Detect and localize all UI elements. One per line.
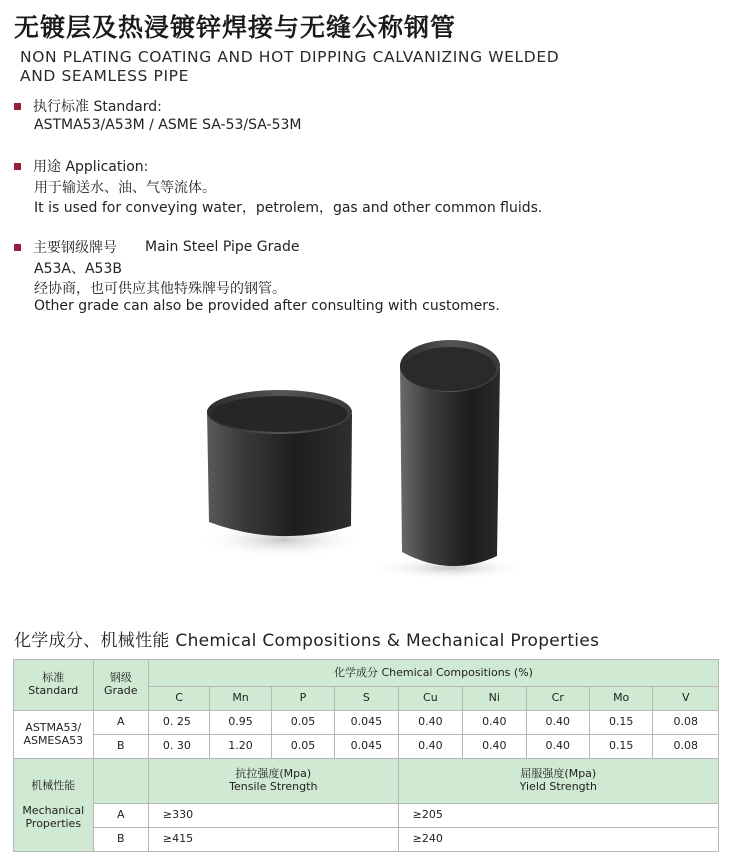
chem-header: 化学成分 Chemical Compositions (%)	[148, 660, 718, 687]
chem-value: 0.40	[398, 711, 462, 735]
element-header: C	[148, 687, 209, 711]
element-header: Mn	[210, 687, 271, 711]
application-heading-row	[14, 156, 148, 176]
mechanical-header: 机械性能 Mechanical Properties	[14, 759, 94, 852]
standard-cell: ASTMA53/ ASMESA53	[14, 711, 94, 759]
grade-heading-en: Main Steel Pipe Grade	[145, 239, 300, 255]
chem-value: 0.15	[589, 735, 652, 759]
english-title-line-2: AND SEAMLESS PIPE	[20, 67, 189, 85]
chem-value: 0.40	[526, 711, 589, 735]
chem-value: 0.40	[398, 735, 462, 759]
yield-value: ≥240	[398, 828, 718, 852]
english-title-line-1: NON PLATING COATING AND HOT DIPPING CALVANIZING WELDED	[20, 48, 560, 66]
section-title: 化学成分、机械性能 Chemical Compositions & Mechanical Properties	[14, 631, 600, 651]
tensile-header: 抗拉强度(Mpa) Tensile Strength	[148, 759, 398, 804]
spec-table	[13, 659, 719, 852]
chem-value: 0.40	[463, 711, 526, 735]
chem-value: 0.40	[526, 735, 589, 759]
grade-heading-cn: 主要钢级牌号	[33, 240, 117, 256]
grade-cell: A	[93, 711, 148, 735]
grade-cn-note: 经协商，也可供应其他特殊牌号的钢管。	[34, 281, 286, 297]
element-header: S	[335, 687, 398, 711]
grade-cell: A	[93, 804, 148, 828]
element-header: Cu	[398, 687, 462, 711]
element-header: Cr	[526, 687, 589, 711]
bullet-square-icon	[14, 244, 21, 251]
application-en: It is used for conveying water，petrolem，gas and other common fluids.	[34, 200, 543, 216]
grade-list: A53A、A53B	[34, 261, 122, 277]
chem-value: 0.05	[271, 735, 334, 759]
bullet-square-icon	[14, 163, 21, 170]
grade-header: 钢级 Grade	[93, 660, 148, 711]
element-header: Mo	[589, 687, 652, 711]
bullet-square-icon	[14, 103, 21, 110]
chem-value: 0. 25	[148, 711, 209, 735]
grade-heading-row	[14, 237, 299, 257]
grade-cell: B	[93, 735, 148, 759]
steel-pipes-image	[195, 330, 525, 580]
application-heading: 用途 Application:	[33, 159, 149, 175]
grade-en-note: Other grade can also be provided after consulting with customers.	[34, 298, 500, 314]
application-cn: 用于输送水、油、气等流体。	[34, 180, 216, 196]
standard-header: 标准 Standard	[14, 660, 94, 711]
chem-value: 0.15	[589, 711, 652, 735]
chem-value: 0.05	[271, 711, 334, 735]
chem-value: 0.045	[335, 711, 398, 735]
standard-heading-row	[14, 96, 162, 116]
mech-grade-blank	[93, 759, 148, 804]
page-title: 无镀层及热浸镀锌焊接与无缝公称钢管	[14, 13, 457, 42]
chem-value: 0.08	[653, 735, 719, 759]
standard-value: ASTMA53/A53M / ASME SA-53/SA-53M	[34, 117, 302, 133]
yield-header: 屈服强度(Mpa) Yield Strength	[398, 759, 718, 804]
chem-value: 0.95	[210, 711, 271, 735]
chem-value: 0.045	[335, 735, 398, 759]
chem-value: 0.40	[463, 735, 526, 759]
yield-value: ≥205	[398, 804, 718, 828]
tensile-value: ≥415	[148, 828, 398, 852]
element-header: P	[271, 687, 334, 711]
chem-value: 0.08	[653, 711, 719, 735]
chem-value: 0. 30	[148, 735, 209, 759]
tensile-value: ≥330	[148, 804, 398, 828]
standard-heading: 执行标准 Standard:	[33, 99, 162, 115]
chem-value: 1.20	[210, 735, 271, 759]
grade-cell: B	[93, 828, 148, 852]
element-header: V	[653, 687, 719, 711]
element-header: Ni	[463, 687, 526, 711]
